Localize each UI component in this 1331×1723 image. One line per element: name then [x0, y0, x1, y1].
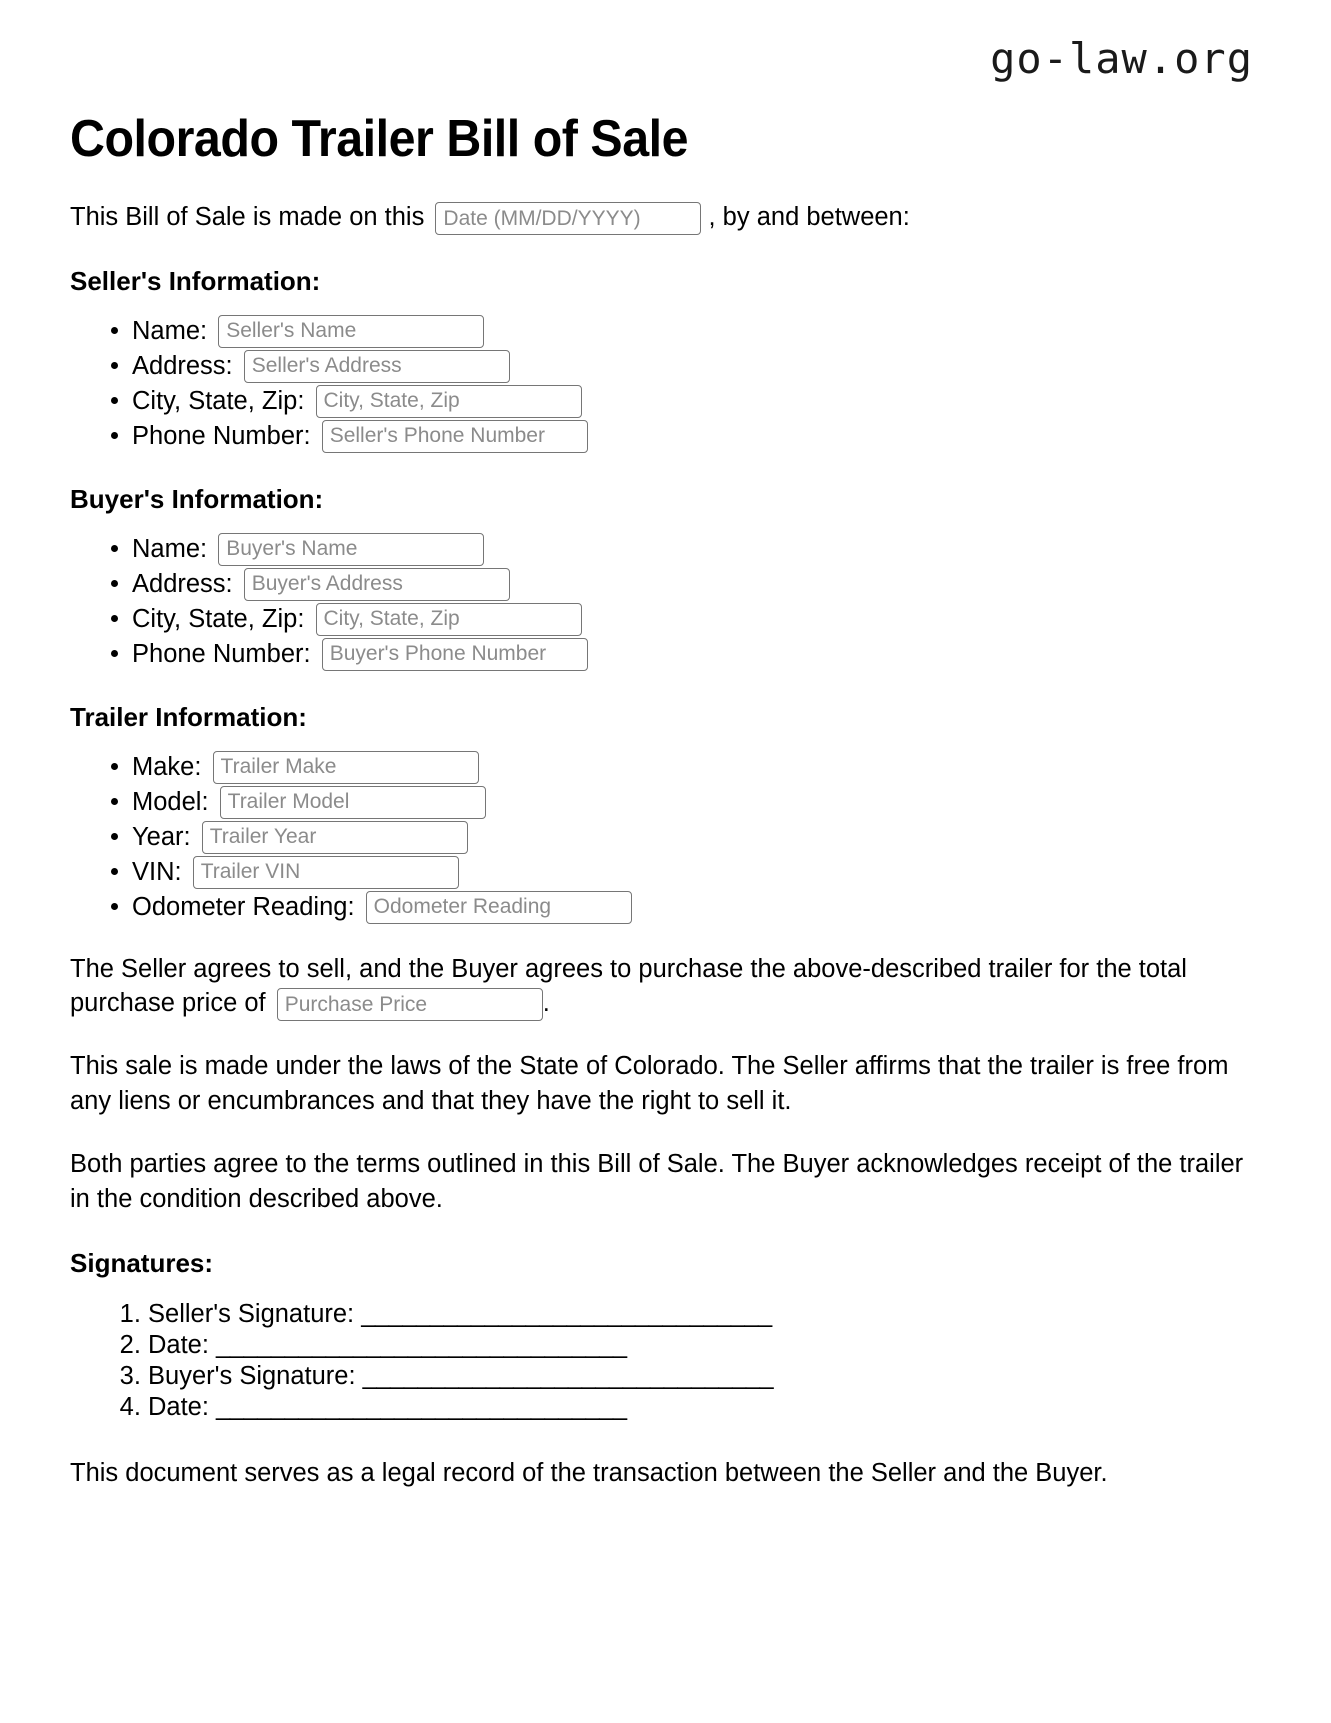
seller-phone-input[interactable] [322, 420, 588, 453]
seller-signature-label: Seller's Signature: [148, 1299, 355, 1328]
purchase-price-input[interactable] [277, 988, 543, 1021]
list-item [132, 821, 1261, 854]
list-item [132, 751, 1261, 784]
buyer-signature-label: Buyer's Signature: [148, 1362, 356, 1391]
trailer-year-label: Year: [132, 822, 191, 851]
agreement-paragraph: Both parties agree to the terms outlined in this Bill of Sale. The Buyer acknowledges receipt of the trailer in the condition described above. [70, 1150, 1244, 1214]
list-item [132, 786, 1261, 819]
buyer-address-label: Address: [132, 569, 233, 598]
signature-list [70, 1299, 1261, 1422]
page-title: Colorado Trailer Bill of Sale [70, 110, 689, 168]
buyer-city-state-zip-label: City, State, Zip: [132, 604, 305, 633]
trailer-year-input[interactable] [202, 821, 468, 854]
trailer-vin-label: VIN: [132, 857, 182, 886]
trailer-model-input[interactable] [220, 786, 486, 819]
list-item [148, 1361, 1261, 1391]
list-item [132, 891, 1261, 924]
purchase-text-after: . [542, 989, 550, 1018]
list-item [132, 533, 1261, 566]
seller-address-input[interactable] [244, 350, 510, 383]
buyer-field-list [70, 533, 1261, 671]
buyer-date-label: Date: [148, 1393, 209, 1422]
closing-paragraph: This document serves as a legal record of the transaction between the Seller and the Buyer. [70, 1459, 1108, 1488]
list-item [132, 385, 1261, 418]
buyer-phone-label: Phone Number: [132, 639, 311, 668]
seller-address-label: Address: [132, 351, 233, 380]
buyer-name-label: Name: [132, 534, 208, 563]
seller-field-list [70, 315, 1261, 453]
seller-date-line[interactable]: ______________________________ [216, 1330, 627, 1359]
date-input[interactable] [435, 202, 701, 235]
seller-date-label: Date: [148, 1330, 209, 1359]
trailer-make-input[interactable] [213, 751, 479, 784]
trailer-section-heading: Trailer Information: [70, 701, 307, 732]
list-item [132, 568, 1261, 601]
trailer-odometer-label: Odometer Reading: [132, 892, 355, 921]
seller-name-input[interactable] [218, 315, 484, 348]
list-item [148, 1299, 1261, 1329]
buyer-section-heading: Buyer's Information: [70, 483, 324, 514]
signatures-section-heading: Signatures: [70, 1248, 214, 1279]
seller-section-heading: Seller's Information: [70, 266, 321, 297]
seller-phone-label: Phone Number: [132, 421, 311, 450]
list-item [132, 856, 1261, 889]
list-item [132, 420, 1261, 453]
buyer-date-line[interactable]: ______________________________ [216, 1393, 627, 1422]
list-item [132, 638, 1261, 671]
buyer-phone-input[interactable] [322, 638, 588, 671]
seller-city-state-zip-label: City, State, Zip: [132, 386, 305, 415]
list-item [148, 1330, 1261, 1360]
list-item [132, 315, 1261, 348]
purchase-text-before: The Seller agrees to sell, and the Buyer agrees to purchase the above-described trailer for the total purchase price of [70, 954, 1187, 1018]
seller-city-state-zip-input[interactable] [316, 385, 582, 418]
purchase-paragraph [70, 952, 1261, 1022]
intro-text-before: This Bill of Sale is made on this [70, 203, 425, 232]
governing-law-paragraph: This sale is made under the laws of the State of Colorado. The Seller affirms that the trailer is free from any liens or encumbrances and that they have the right to sell it. [70, 1052, 1229, 1116]
list-item [132, 603, 1261, 636]
site-logo: go-law.org [990, 34, 1253, 83]
intro-paragraph [70, 200, 1261, 235]
trailer-vin-input[interactable] [193, 856, 459, 889]
trailer-odometer-input[interactable] [366, 891, 632, 924]
buyer-address-input[interactable] [244, 568, 510, 601]
trailer-make-label: Make: [132, 752, 202, 781]
buyer-signature-line[interactable]: ______________________________ [362, 1362, 774, 1391]
trailer-model-label: Model: [132, 787, 209, 816]
buyer-name-input[interactable] [218, 533, 484, 566]
seller-name-label: Name: [132, 316, 208, 345]
buyer-city-state-zip-input[interactable] [316, 603, 582, 636]
intro-text-after: , by and between: [708, 203, 910, 232]
list-item [132, 350, 1261, 383]
list-item [148, 1392, 1261, 1422]
trailer-field-list [70, 751, 1261, 924]
seller-signature-line[interactable]: ______________________________ [361, 1299, 772, 1328]
